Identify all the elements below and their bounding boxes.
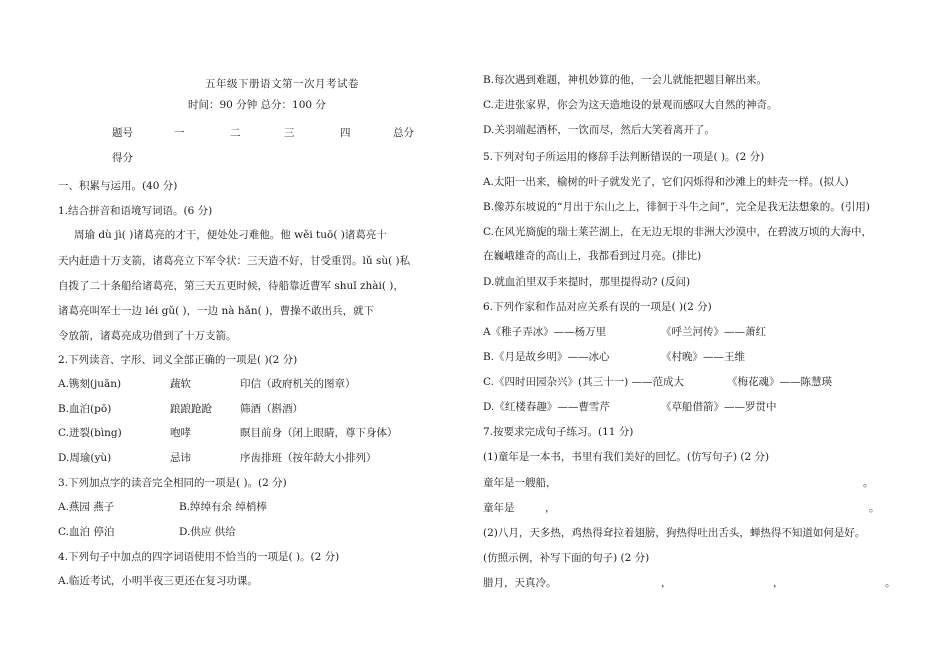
q2-title: 2.下列读音、字形、词义全部正确的一项是( )(2 分) bbox=[58, 354, 298, 366]
q7-part-1-example-end: 。 bbox=[863, 477, 874, 489]
q4-option-d: D.关羽端起酒杯，一饮而尽，然后大笑着离开了。 bbox=[483, 124, 715, 136]
q7-part-1-answer: 童年是 bbox=[483, 502, 515, 514]
q7-part-2-answer: 腊月，天真冷。 bbox=[483, 577, 557, 589]
score-header-1: 一 bbox=[174, 127, 185, 139]
q7-part-2-comma-2: ， bbox=[773, 577, 784, 589]
q3-option-c: C.血泊 停泊 bbox=[58, 526, 115, 538]
q5-title: 5.下列对句子所运用的修辞手法判断错误的一项是( )。(2 分) bbox=[483, 151, 765, 163]
q3-title: 3.下列加点字的读音完全相同的一项是( )。(2 分) bbox=[58, 477, 287, 489]
q7-part-1-answer-comma: ， bbox=[545, 502, 556, 514]
q3-option-a: A.燕园 燕子 bbox=[58, 501, 115, 513]
q5-option-c-line-2: 在巍峨雄奇的高山上，我都看到过月亮。(排比) bbox=[483, 250, 702, 262]
exam-meta: 时间：90 分钟 总分：100 分 bbox=[188, 99, 326, 111]
q7-part-2: (2)八月，天多热，鸡热得耷拉着翅膀，狗热得吐出舌头，蝉热得不知道如何是好。 bbox=[483, 527, 866, 539]
q7-part-1: (1)童年是一本书，书里有我们美好的回忆。(仿写句子) (2 分) bbox=[483, 451, 770, 463]
section-1-heading: 一、积累与运用。(40 分) bbox=[58, 180, 178, 192]
q4-title: 4.下列句子中加点的四字词语使用不恰当的一项是( )。(2 分) bbox=[58, 551, 340, 563]
exam-title: 五年级下册语文第一次月考试卷 bbox=[205, 78, 359, 90]
exam-page: 五年级下册语文第一次月考试卷 时间：90 分钟 总分：100 分 题号 一 二 三 四 总分 得分 一、积累与运用。(40 分) 1.结合拼音和语境写词语。(6 分) 周瑜 dù jì( )诸葛亮的才干，便处处刁难他。他 wěi tuō( )诸葛亮十 天内赶造十万支箭，诸葛亮立下军令状：三天造不好，甘受重罚。lǔ sù( )私 自拨了二十条船给诸葛亮，第三天五更时候，待船靠近曹军 shuǐ zhài( )， 诸葛亮叫军士一边 léi gǔ( )，一边 nà hǎn( )，曹操不敢出兵，就下 令放箭，诸葛亮成功借到了十万支箭。 2.下列读音、字形、词义全部正确的一项是( )(2 分) A.镌刻(juān) 蔬软 印信（政府机关的图章） B.血泊(pō) 踉踉跄跄 筛酒（斟酒） C.迸裂(bìng) 咆哮 瞑目前身（闭上眼睛，尊下身体） D.周瑜(yù) 忌讳 序齿排班（按年龄大小排列） 3.下列加点字的读音完全相同的一项是( )。(2 分) A.燕园 燕子 B.绰绰有余 绰梢棒 C.血泊 停泊 D.供应 供给 4.下列句子中加点的四字词语使用不恰当的一项是( )。(2 分) A.临近考试，小明半夜三更还在复习功课。 B.每次遇到难题，神机妙算的他，一会儿就能把题目解出来。 C.走进张家界，你会为这天造地设的景观而感叹大自然的神奇。 D.关羽端起酒杯，一饮而尽，然后大笑着离开了。 5.下列对句子所运用的修辞手法判断错误的一项是( )。(2 分) A.太阳一出来，榆树的叶子就发光了，它们闪烁得和沙滩上的蚌壳一样。(拟人) B.像苏东坡说的“月出于东山之上，徘徊于斗牛之间”，完全是我无法想象的。(引用) C.在风光旖旎的瑞士莱芒湖上，在无边无垠的非洲大沙漠中，在碧波万顷的大海中， 在巍峨雄奇的高山上，我都看到过月亮。(排比) D.就血泊里双手来提时，那里提得动? (反问) 6.下列作家和作品对应关系有误的一项是( )(2 分) A《稚子弄冰》——杨万里 《呼兰河传》——萧红 B.《月是故乡明》——冰心 《村晚》——王维 C.《四时田园杂兴》(其三十一) ——范成大 《梅花魂》——陈慧瑛 D.《红楼春趣》——曹雪芹 《草船借箭》——罗贯中 7.按要求完成句子练习。(11 分) (1)童年是一本书，书里有我们美好的回忆。(仿写句子) (2 分) 童年是一艘船， 。 童年是 ， 。 (2)八月，天多热，鸡热得耷拉着翅膀，狗热得吐出舌头，蝉热得不知道如何是好。 (仿照示例，补写下面的句子) (2 分) 腊月，天真冷。 ， ， 。 bbox=[58, 74, 896, 589]
score-header-4: 四 bbox=[340, 127, 351, 139]
q7-part-2-comma-1: ， bbox=[661, 577, 672, 589]
q7-part-2-instruction: (仿照示例，补写下面的句子) (2 分) bbox=[483, 552, 650, 564]
q3-option-b: B.绰绰有余 绰梢棒 bbox=[179, 501, 267, 513]
q1-line-2: 天内赶造十万支箭，诸葛亮立下军令状：三天造不好，甘受重罚。lǔ sù( )私 bbox=[58, 255, 411, 267]
score-header-3: 三 bbox=[284, 127, 295, 139]
q5-option-b: B.像苏东坡说的“月出于东山之上，徘徊于斗牛之间”，完全是我无法想象的。(引用) bbox=[483, 201, 870, 213]
q7-title: 7.按要求完成句子练习。(11 分) bbox=[483, 426, 634, 438]
q5-option-d: D.就血泊里双手来提时，那里提得动? (反问) bbox=[483, 276, 691, 288]
q7-part-1-answer-end: 。 bbox=[869, 502, 880, 514]
q4-option-b: B.每次遇到难题，神机妙算的他，一会儿就能把题目解出来。 bbox=[483, 74, 768, 86]
score-header-2: 二 bbox=[230, 127, 241, 139]
q4-option-a: A.临近考试，小明半夜三更还在复习功课。 bbox=[58, 575, 258, 587]
q1-line-1: 周瑜 dù jì( )诸葛亮的才干，便处处刁难他。他 wěi tuō( )诸葛亮十 bbox=[74, 229, 387, 241]
q5-option-a: A.太阳一出来，榆树的叶子就发光了，它们闪烁得和沙滩上的蚌壳一样。(拟人) bbox=[483, 176, 849, 188]
q5-option-c-line-1: C.在风光旖旎的瑞士莱芒湖上，在无边无垠的非洲大沙漠中，在碧波万顷的大海中， bbox=[483, 226, 872, 238]
q1-line-3: 自拨了二十条船给诸葛亮，第三天五更时候，待船靠近曹军 shuǐ zhài( )， bbox=[58, 280, 404, 292]
q3-option-d: D.供应 供给 bbox=[179, 526, 236, 538]
score-header-total: 总分 bbox=[393, 127, 414, 139]
score-header-label: 题号 bbox=[112, 127, 133, 139]
score-row-label: 得分 bbox=[112, 152, 133, 164]
q1-line-5: 令放箭，诸葛亮成功借到了十万支箭。 bbox=[58, 330, 237, 342]
q7-part-1-example: 童年是一艘船， bbox=[483, 477, 557, 489]
q1-line-4: 诸葛亮叫军士一边 léi gǔ( )，一边 nà hǎn( )，曹操不敢出兵，就下 bbox=[58, 305, 375, 317]
q6-title: 6.下列作家和作品对应关系有误的一项是( )(2 分) bbox=[483, 301, 712, 313]
q1-title: 1.结合拼音和语境写词语。(6 分) bbox=[58, 205, 213, 217]
q7-part-2-end: 。 bbox=[885, 577, 896, 589]
q4-option-c: C.走进张家界，你会为这天造地设的景观而感叹大自然的神奇。 bbox=[483, 99, 778, 111]
